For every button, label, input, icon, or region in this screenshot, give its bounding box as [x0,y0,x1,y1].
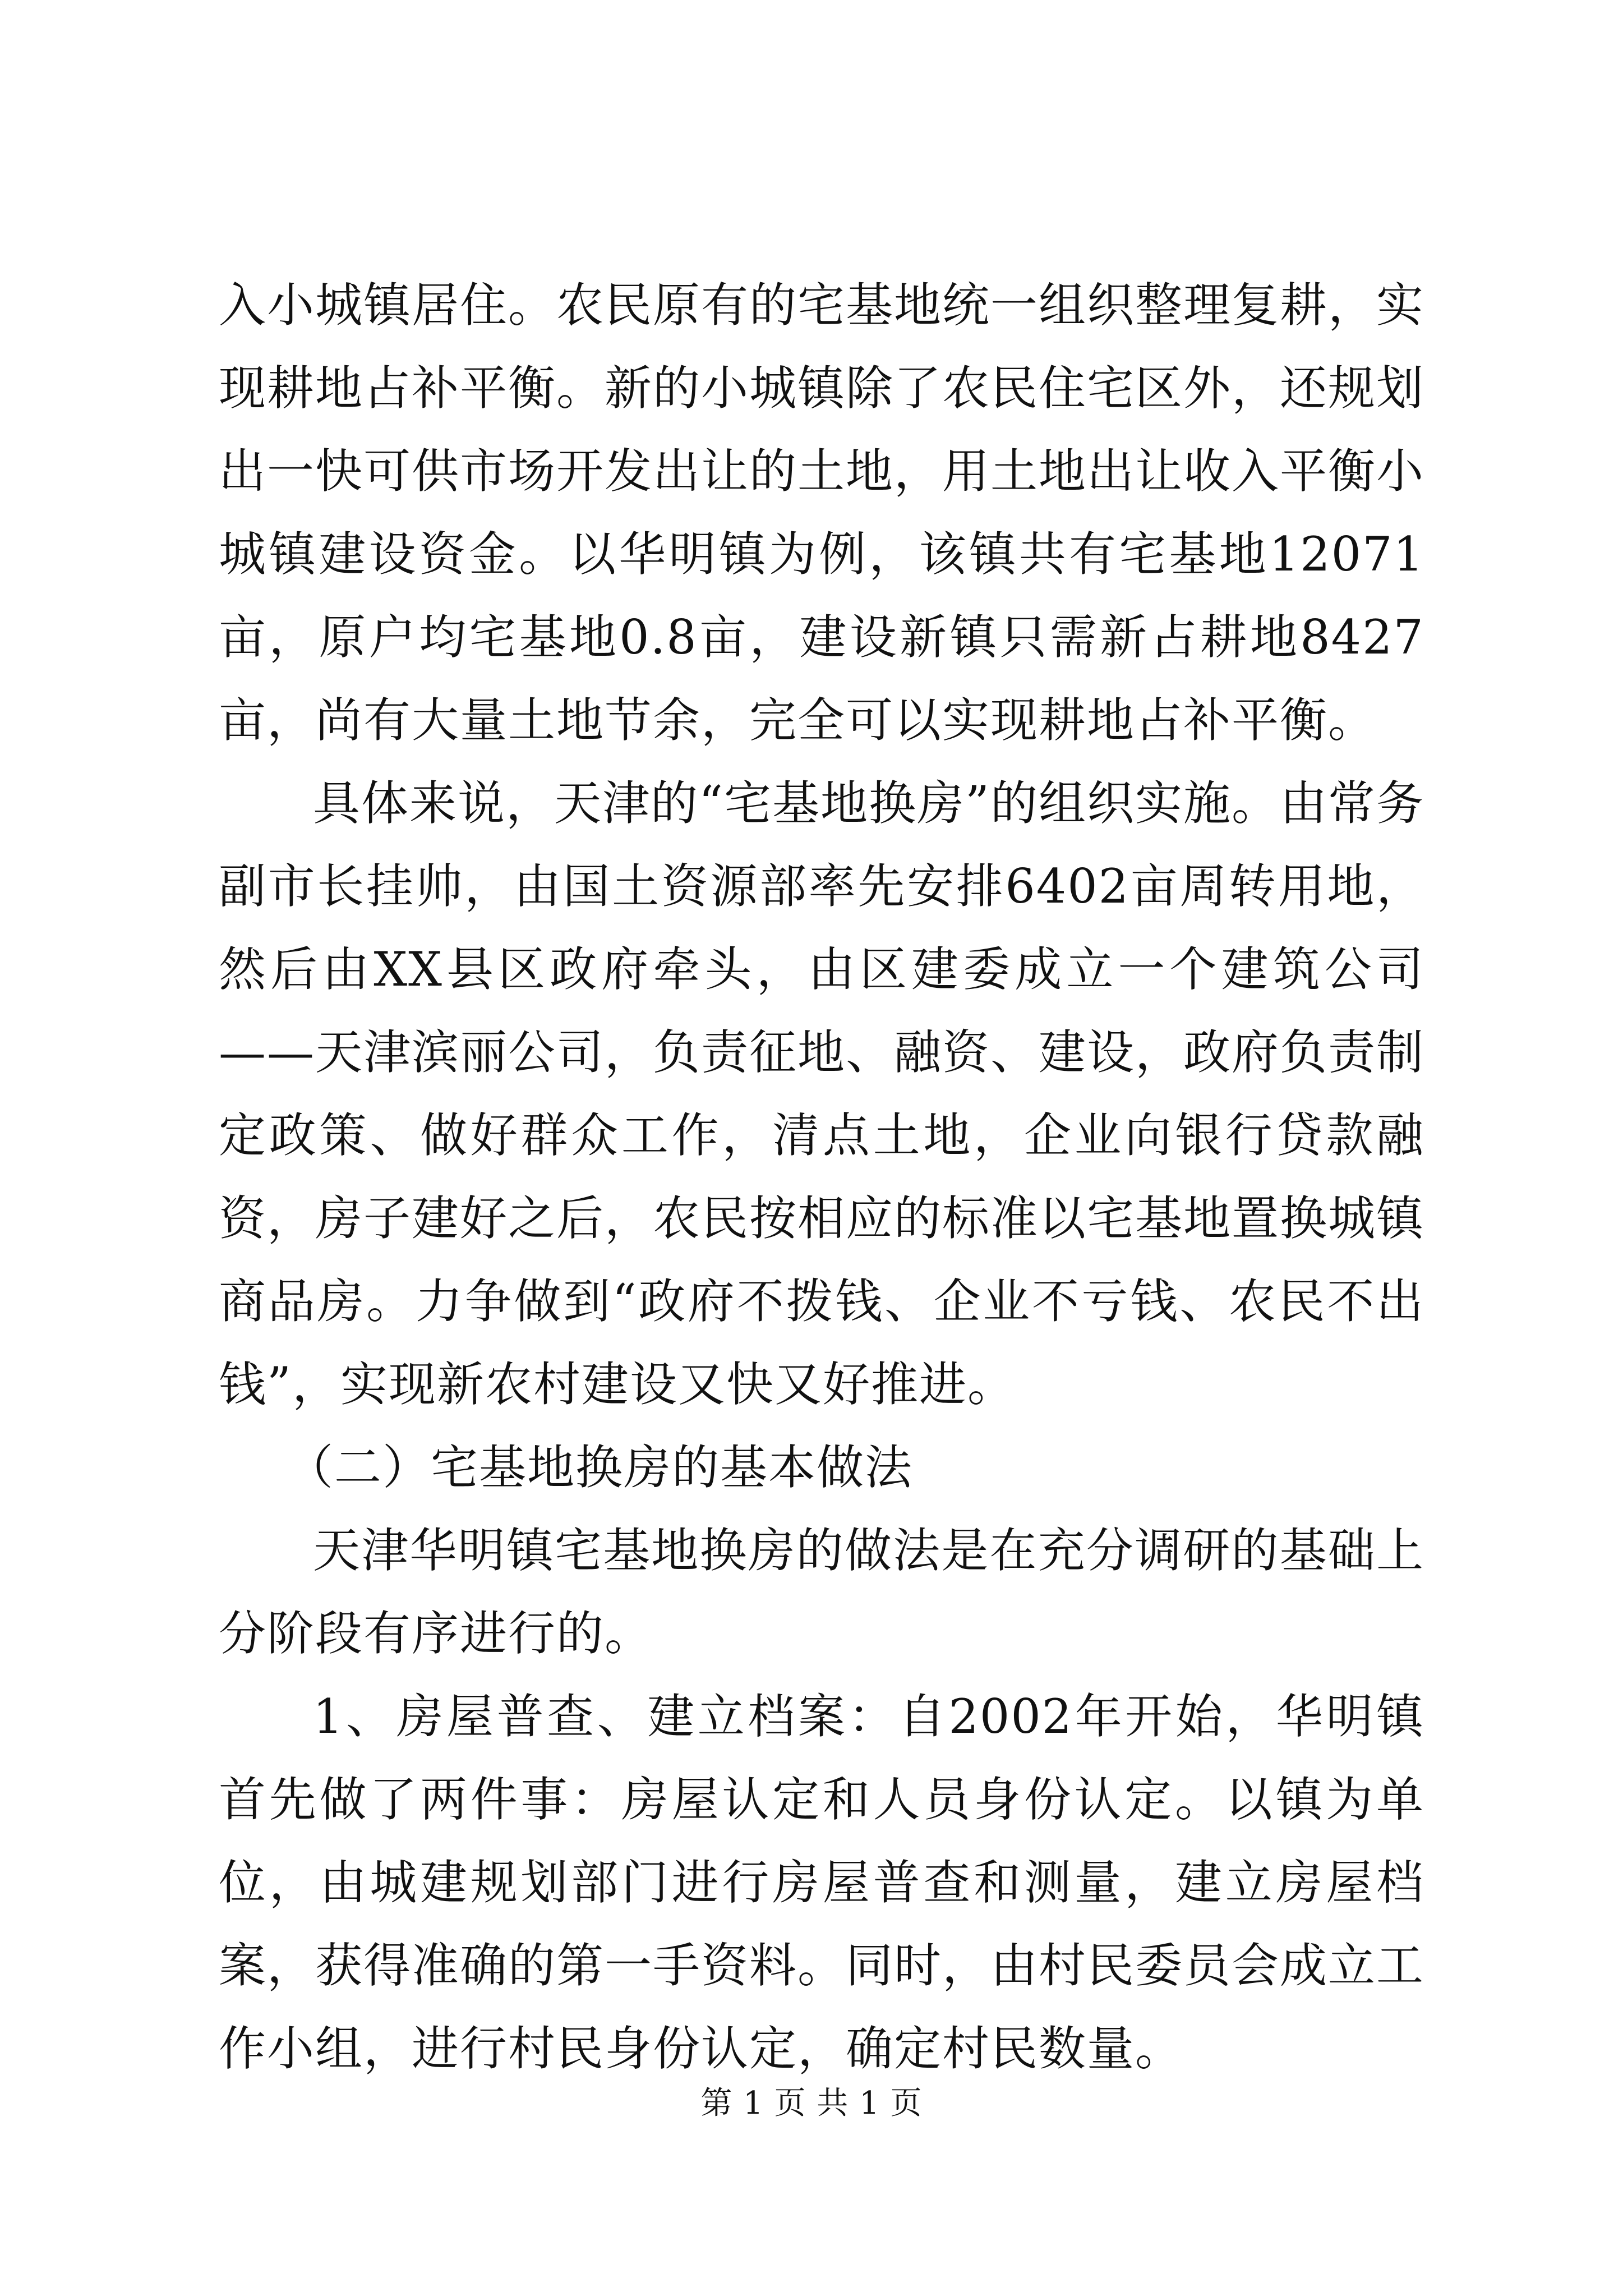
paragraph-3: 天津华明镇宅基地换房的做法是在充分调研的基础上分阶段有序进行的。 [219,1523,1424,1661]
paragraph-2: 具体来说，天津的“宅基地换房”的组织实施。由常务副市长挂帅，由国土资源部率先安排6402亩周转用地，然后由XX县区政府牵头，由区建委成立一个建筑公司——天津滨丽公司，负责征地、融资、建设，政府负责制定政策、做好群众工作，清点土地，企业向银行贷款融资，房子建好之后，农民按相应的标准以宅基地置换城镇商品房。力争做到“政府不拨钱、企业不亏钱、农民不出钱”，实现新农村建设又快又好推进。 [219,776,1425,1412]
paragraph-1: 入小城镇居住。农民原有的宅基地统一组织整理复耕，实现耕地占补平衡。新的小城镇除了农民住宅区外，还规划出一快可供市场开发出让的土地，用土地出让收入平衡小城镇建设资金。以华明镇为例，该镇共有宅基地12071亩，原户均宅基地0.8亩，建设新镇只需新占耕地8427亩，尚有大量土地节余，完全可以实现耕地占补平衡。 [219,278,1425,748]
document-body [219,264,1424,2090]
section-heading: （二）宅基地换房的基本做法 [286,1440,914,1495]
paragraph-4: 1、房屋普查、建立档案：自2002年开始，华明镇首先做了两件事：房屋认定和人员身份认定。以镇为单位，由城建规划部门进行房屋普查和测量，建立房屋档案，获得准确的第一手资料。同时，由村民委员会成立工作小组，进行村民身份认定，确定村民数量。 [219,1689,1425,2076]
page-footer: 第 1 页 共 1 页 [700,2085,923,2122]
